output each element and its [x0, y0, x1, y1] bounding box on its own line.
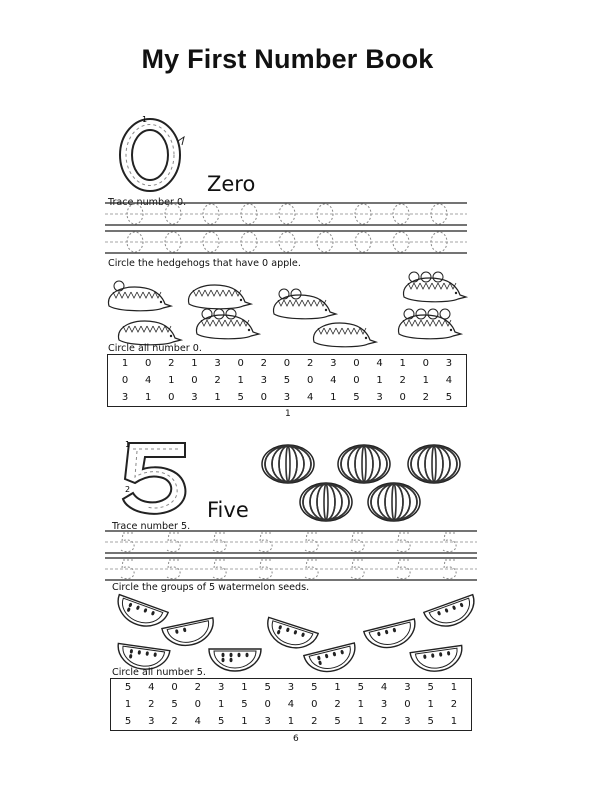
- seed-icon: [222, 653, 225, 657]
- trace-five[interactable]: [167, 533, 180, 552]
- grid-number[interactable]: 5: [311, 682, 318, 693]
- hedgehog-illustrations: [105, 268, 475, 348]
- grid-number[interactable]: 2: [171, 716, 178, 727]
- grid-row: [108, 355, 466, 372]
- grid-number[interactable]: 1: [427, 699, 434, 710]
- hedgehog[interactable]: [196, 309, 259, 339]
- watermelon-slice-illustrations: [105, 595, 475, 675]
- grid-number[interactable]: 5: [445, 392, 453, 403]
- grid-number[interactable]: 5: [124, 716, 132, 727]
- hedgehog[interactable]: [108, 281, 171, 311]
- grid-number[interactable]: 0: [260, 392, 268, 403]
- grid-number[interactable]: 5: [241, 699, 248, 710]
- trace-five[interactable]: [443, 560, 456, 579]
- grid-number[interactable]: 5: [171, 699, 178, 710]
- grid-number[interactable]: 0: [283, 358, 291, 369]
- apple-icon: [214, 309, 224, 319]
- grid-number[interactable]: 0: [311, 699, 318, 710]
- apple-icon: [226, 309, 236, 319]
- whole-watermelon-illustrations: [260, 442, 480, 522]
- apple-icon: [428, 309, 438, 319]
- grid-number[interactable]: 5: [264, 682, 271, 693]
- grid-number[interactable]: 0: [353, 375, 360, 386]
- grid-number[interactable]: 1: [124, 699, 132, 710]
- grid-number[interactable]: 3: [260, 375, 268, 386]
- number-word-five: Five: [207, 498, 249, 522]
- grid-number[interactable]: 1: [450, 716, 458, 727]
- grid-number[interactable]: 5: [357, 682, 364, 693]
- grid-number[interactable]: 2: [214, 375, 221, 386]
- grid-number[interactable]: 3: [404, 716, 411, 727]
- grid-number[interactable]: 2: [260, 358, 268, 369]
- watermelon-slice[interactable]: [304, 643, 360, 677]
- grid-number[interactable]: 1: [241, 682, 248, 693]
- grid-number[interactable]: 3: [330, 358, 337, 369]
- trace-five[interactable]: [167, 560, 180, 579]
- grid-number[interactable]: 3: [445, 358, 453, 369]
- grid-number[interactable]: 5: [427, 716, 434, 727]
- apple-icon: [291, 289, 301, 299]
- grid-number[interactable]: 1: [287, 716, 295, 727]
- trace-five[interactable]: [397, 560, 410, 579]
- grid-number[interactable]: 3: [404, 682, 411, 693]
- seed-icon: [230, 658, 233, 662]
- grid-number[interactable]: 4: [330, 375, 337, 386]
- grid-number[interactable]: 1: [330, 392, 337, 403]
- grid-row: [111, 713, 471, 730]
- grid-number[interactable]: 3: [264, 716, 271, 727]
- hedgehog[interactable]: [273, 289, 336, 319]
- watermelon-icon: [300, 483, 352, 521]
- svg-text:2: 2: [125, 485, 131, 494]
- circle-instruction-five: Circle the groups of 5 watermelon seeds.: [112, 582, 310, 593]
- grid-number[interactable]: 5: [353, 392, 360, 403]
- grid-number[interactable]: 4: [376, 358, 383, 369]
- grid-number[interactable]: 1: [214, 392, 221, 403]
- grid-number[interactable]: 0: [422, 358, 430, 369]
- trace-instruction-five: Trace number 5.: [112, 521, 191, 532]
- big-zero-outline: [110, 115, 190, 195]
- watermelon-icon: [262, 445, 314, 483]
- grid-number[interactable]: 1: [450, 682, 458, 693]
- circle-instruction-zero: Circle the hedgehogs that have 0 apple.: [108, 258, 301, 269]
- grid-number[interactable]: 4: [306, 392, 314, 403]
- grid-number[interactable]: 2: [380, 716, 388, 727]
- grid-number[interactable]: 3: [214, 358, 221, 369]
- trace-zero[interactable]: [241, 204, 257, 224]
- grid-number[interactable]: 3: [148, 716, 155, 727]
- grid-number[interactable]: 3: [376, 392, 383, 403]
- grid-row: [108, 389, 466, 406]
- hedgehog[interactable]: [398, 309, 461, 339]
- trace-five[interactable]: [397, 533, 410, 552]
- trace-instruction-zero: Trace number 0.: [108, 197, 187, 208]
- grid-number[interactable]: 0: [121, 375, 129, 386]
- grid-number[interactable]: 5: [217, 716, 225, 727]
- grid-number[interactable]: 1: [334, 682, 341, 693]
- trace-zero[interactable]: [431, 204, 447, 224]
- grid-number[interactable]: 2: [334, 699, 341, 710]
- watermelon-slice[interactable]: [262, 617, 318, 654]
- grid-number[interactable]: 1: [241, 716, 248, 727]
- grid-number[interactable]: 0: [264, 699, 271, 710]
- grid-number[interactable]: 2: [450, 699, 458, 710]
- trace-zero[interactable]: [241, 232, 257, 252]
- hedgehog[interactable]: [313, 323, 376, 347]
- grid-number[interactable]: 1: [422, 375, 430, 386]
- grid-number[interactable]: 5: [237, 392, 244, 403]
- grid-number[interactable]: 2: [422, 392, 430, 403]
- watermelon-slice[interactable]: [209, 649, 261, 671]
- trace-five[interactable]: [213, 533, 226, 552]
- grid-number[interactable]: 1: [376, 375, 383, 386]
- grid-number[interactable]: 1: [191, 358, 198, 369]
- grid-number[interactable]: 3: [121, 392, 129, 403]
- grid-number[interactable]: 0: [171, 682, 178, 693]
- svg-text:1: 1: [142, 115, 148, 124]
- grid-row: [108, 372, 466, 389]
- grid-number[interactable]: 1: [144, 392, 152, 403]
- watermelon-slice[interactable]: [364, 619, 420, 653]
- grid-number[interactable]: 4: [148, 682, 155, 693]
- watermelon-slice[interactable]: [410, 645, 465, 674]
- grid-number[interactable]: 0: [404, 699, 411, 710]
- grid-number[interactable]: 4: [445, 375, 453, 386]
- grid-number[interactable]: 1: [237, 375, 244, 386]
- apple-icon: [416, 309, 426, 319]
- grid-number[interactable]: 0: [168, 392, 175, 403]
- watermelon-icon: [368, 483, 420, 521]
- watermelon-slice[interactable]: [424, 595, 480, 633]
- grid-number[interactable]: 5: [124, 682, 132, 693]
- grid-number[interactable]: 2: [168, 358, 175, 369]
- grid-number[interactable]: 1: [121, 358, 129, 369]
- grid-instruction-zero: Circle all number 0.: [108, 343, 202, 354]
- watermelon-icon: [408, 445, 460, 483]
- page-title: My First Number Book: [141, 44, 434, 74]
- seed-icon: [246, 653, 249, 657]
- trace-five[interactable]: [443, 533, 456, 552]
- grid-number[interactable]: 3: [380, 699, 388, 710]
- trace-five[interactable]: [213, 560, 226, 579]
- grid-number[interactable]: 4: [380, 682, 388, 693]
- grid-number[interactable]: 0: [306, 375, 314, 386]
- grid-number[interactable]: 3: [217, 682, 225, 693]
- page-number-zero: 1: [285, 409, 291, 419]
- watermelon-slice[interactable]: [112, 595, 168, 633]
- number-grid-zero: [107, 354, 467, 407]
- grid-number[interactable]: 0: [144, 358, 152, 369]
- grid-number[interactable]: 3: [287, 682, 295, 693]
- svg-text:1: 1: [125, 440, 131, 449]
- apple-icon: [421, 272, 431, 282]
- grid-number[interactable]: 0: [191, 375, 198, 386]
- grid-number[interactable]: 2: [148, 699, 155, 710]
- big-five-outline: [115, 437, 205, 517]
- grid-number[interactable]: 0: [353, 358, 360, 369]
- grid-number[interactable]: 1: [357, 716, 364, 727]
- grid-number[interactable]: 5: [427, 682, 434, 693]
- grid-instruction-five: Circle all number 5.: [112, 667, 206, 678]
- grid-number[interactable]: 1: [168, 375, 175, 386]
- grid-number[interactable]: 1: [217, 699, 225, 710]
- seed-icon: [230, 653, 233, 657]
- number-grid-five: [110, 678, 472, 731]
- grid-number[interactable]: 2: [399, 375, 406, 386]
- grid-number[interactable]: 4: [144, 375, 152, 386]
- watermelon-slice[interactable]: [162, 618, 217, 650]
- trace-lines-zero: [105, 201, 467, 257]
- grid-number[interactable]: 1: [399, 358, 406, 369]
- grid-number[interactable]: 0: [194, 699, 202, 710]
- hedgehog[interactable]: [403, 272, 466, 302]
- seed-icon: [238, 653, 241, 657]
- apple-icon: [440, 309, 450, 319]
- grid-number[interactable]: 0: [237, 358, 244, 369]
- grid-number[interactable]: 1: [357, 699, 364, 710]
- grid-number[interactable]: 0: [399, 392, 406, 403]
- grid-number[interactable]: 5: [334, 716, 341, 727]
- hedgehog[interactable]: [188, 285, 251, 309]
- hedgehog[interactable]: [118, 321, 181, 345]
- grid-number[interactable]: 5: [283, 375, 291, 386]
- grid-row: [111, 696, 471, 713]
- grid-number[interactable]: 2: [311, 716, 318, 727]
- seed-icon: [222, 658, 225, 662]
- grid-number[interactable]: 3: [283, 392, 291, 403]
- watermelon-icon: [338, 445, 390, 483]
- grid-number[interactable]: 4: [287, 699, 295, 710]
- grid-number[interactable]: 2: [194, 682, 202, 693]
- trace-zero[interactable]: [431, 232, 447, 252]
- trace-lines-five: [105, 529, 477, 583]
- grid-number[interactable]: 3: [191, 392, 198, 403]
- page-number-five: 6: [293, 734, 299, 744]
- grid-number[interactable]: 2: [306, 358, 314, 369]
- grid-number[interactable]: 4: [194, 716, 202, 727]
- grid-row: [111, 679, 471, 696]
- apple-icon: [433, 272, 443, 282]
- number-word-zero: Zero: [207, 172, 256, 196]
